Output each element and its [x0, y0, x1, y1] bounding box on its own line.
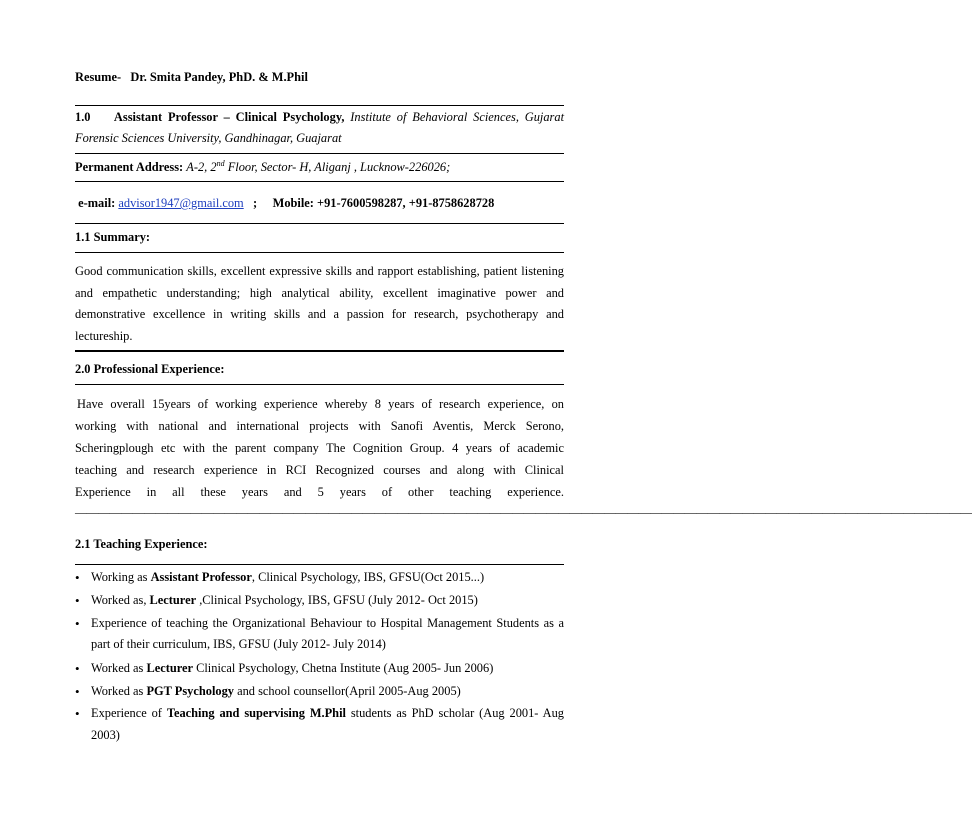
bullet-icon — [75, 593, 83, 609]
position-line — [75, 110, 564, 125]
mobile-numbers: Mobile: +91-7600598287, +91-8758628728 — [272, 196, 495, 210]
address-value-suffix: Floor, Sector- H, Aliganj , Lucknow-226026; — [227, 160, 451, 175]
divider — [75, 223, 564, 224]
email-link[interactable]: advisor1947@gmail.com — [118, 196, 244, 210]
divider — [75, 350, 564, 352]
resume-title — [75, 70, 564, 85]
professional-line: teaching and research experience in RCI Recognized courses and along with Clinical — [75, 463, 564, 477]
summary-line: Good communication skills, excellent expressive skills and rapport establishing, patient listening — [75, 264, 564, 278]
institute-line1: Institute of Behavioral Sciences, Gujarat — [350, 110, 565, 124]
contact-separator: ; — [253, 196, 258, 210]
email-label: e-mail: — [78, 196, 116, 210]
professional-line: Scheringplough etc with the parent company The Cognition Group. 4 years of academic — [75, 441, 564, 455]
bullet-icon — [75, 570, 83, 586]
bullet-icon — [75, 661, 83, 677]
divider — [75, 564, 564, 565]
bullet-icon — [75, 616, 83, 632]
summary-heading: 1.1 Summary: — [75, 230, 151, 244]
position-number: 1.0 — [75, 110, 91, 124]
summary-line: and empathetic understanding; high analytical ability, excellent imaginative power and — [75, 286, 564, 300]
divider — [75, 181, 564, 182]
divider — [75, 105, 564, 106]
professional-line: Experience in all these years and 5 years of other teaching experience. — [75, 485, 564, 499]
contact-line — [75, 196, 564, 211]
professional-heading: 2.0 Professional Experience: — [75, 362, 225, 376]
divider — [75, 384, 564, 385]
address-value-sup: nd — [216, 159, 225, 168]
divider — [75, 252, 564, 253]
address-value-prefix: A-2, 2 — [186, 160, 217, 175]
bullet-icon — [75, 684, 83, 700]
professional-line: Have overall 15years of working experience whereby 8 years of research experience, on — [77, 397, 564, 411]
dashed-separator: —————————————————————————————————————————————————————————————————————————————— — [75, 505, 972, 519]
address-line — [75, 159, 564, 175]
summary-line: lectureship. — [75, 329, 133, 343]
resume-label: Resume- — [75, 70, 122, 84]
teaching-heading: 2.1 Teaching Experience: — [75, 537, 208, 551]
summary-line: demonstrative excellence in writing skills and a passion for research, psychotherapy and — [75, 307, 564, 321]
bullet-icon — [75, 706, 83, 722]
candidate-name: Dr. Smita Pandey, PhD. & M.Phil — [130, 70, 308, 84]
position-title: Assistant Professor – Clinical Psychology, — [113, 110, 345, 124]
address-label: Permanent Address: — [75, 160, 184, 175]
divider — [75, 153, 564, 154]
institute-line2: Forensic Sciences University, Gandhinagar, Guajarat — [75, 131, 342, 145]
professional-line: working with national and international projects with Sanofi Aventis, Merck Serono, — [75, 419, 564, 433]
